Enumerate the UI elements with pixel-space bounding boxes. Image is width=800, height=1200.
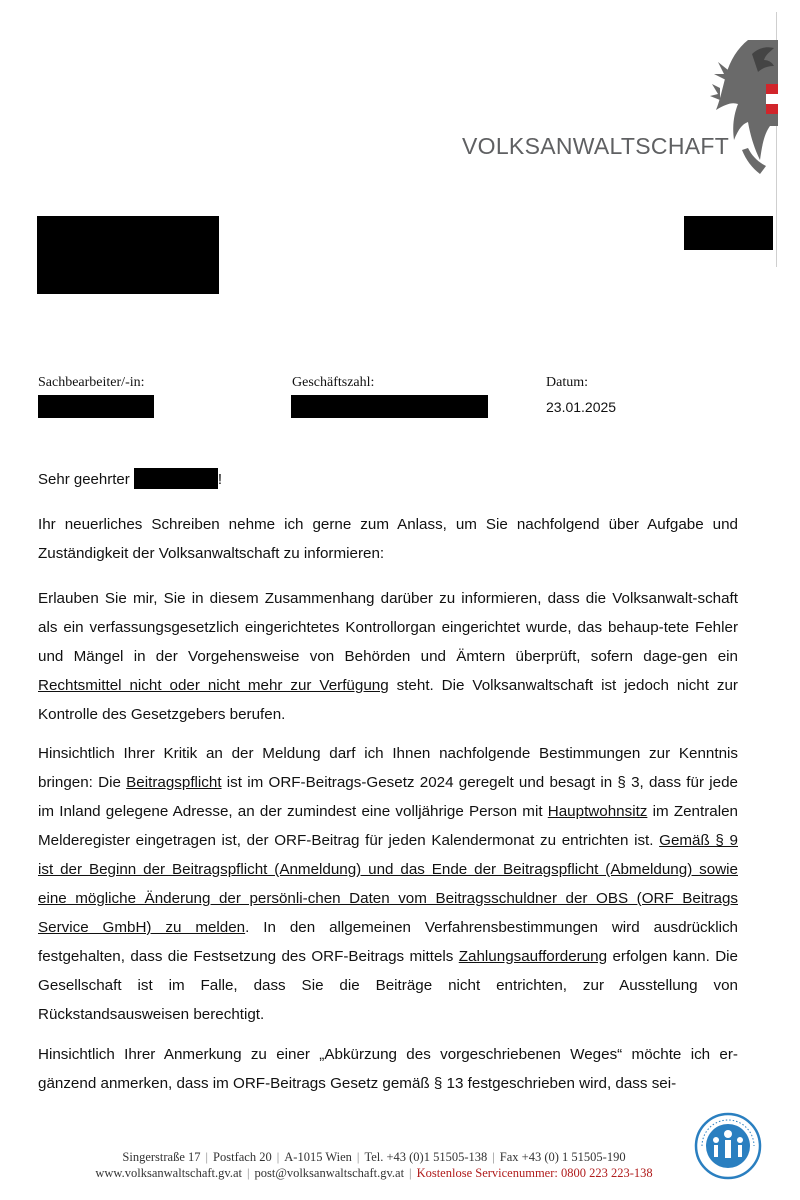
- paragraph-intro: Ihr neuerliches Schreiben nehme ich gerne zum Anlass, um Sie nachfolgend über Aufgabe und Zuständigkeit der Volksanwaltschaft zu informieren:: [38, 516, 738, 562]
- file-number-label: Geschäftszahl:: [292, 375, 375, 390]
- paragraph-orf-fee: [38, 739, 738, 1029]
- paragraph-orf-text-b: ist im ORF-Beitrags-Gesetz 2024 geregelt und besagt in § 3, dass für jede im Inland gelegene Adresse, an der zumindest eine volljährige Person mit: [38, 774, 738, 820]
- footer-address-line: Singerstraße 17 | Postfach 20 | A-1015 Wien | Tel. +43 (0)1 51505-138 | Fax +43 (0) 1 51505-190: [122, 1150, 626, 1164]
- salutation-prefix: Sehr geehrter: [38, 471, 130, 488]
- salutation-suffix: !: [217, 471, 223, 488]
- paragraph-orf-text-c: im Zentralen Melderegister eingetragen ist, der ORF-Beitrag für jeden Kalendermonat zu entrichten ist.: [38, 803, 738, 849]
- redacted-recipient-name: [134, 468, 218, 489]
- footer-website-link[interactable]: www.volksanwaltschaft.gv.at: [95, 1166, 242, 1180]
- case-worker-label: Sachbearbeiter/-in:: [38, 375, 145, 390]
- footer-fax: Fax +43 (0) 1 51505-190: [499, 1150, 626, 1164]
- footer-hotline: Kostenlose Servicenummer: 0800 223 223-138: [416, 1166, 653, 1180]
- date-label: Datum:: [546, 375, 588, 390]
- salutation: [38, 468, 222, 489]
- redacted-reference: [684, 216, 773, 250]
- ioi-member-seal-icon: [694, 1112, 762, 1180]
- paragraph-competence: [38, 584, 738, 729]
- brand-wordmark: VOLKSANWALTSCHAFT: [462, 133, 730, 159]
- paragraph-competence-text-a: Erlauben Sie mir, Sie in diesem Zusammenhang darüber zu informieren, dass die Volksanwalt-schaft als ein verfassungsgesetzlich eingerichtetes Kontrollorgan eingerichtet wurde, das behaup-tete Fehler und Mängel in der Vorgehensweise von Behörden und Ämtern überprüft, sofern dage-gen ein: [38, 590, 738, 665]
- date-value: 23.01.2025: [546, 399, 617, 415]
- redacted-case-worker: [38, 395, 154, 418]
- underlined-legal-remedy: Rechtsmittel nicht oder nicht mehr zur Verfügung: [38, 677, 389, 694]
- footer-email-link[interactable]: post@volksanwaltschaft.gv.at: [254, 1166, 405, 1180]
- underlined-fee-obligation: Beitragspflicht: [126, 774, 222, 791]
- underlined-payment-request: Zahlungsaufforderung: [458, 948, 608, 965]
- footer-street: Singerstraße 17: [122, 1150, 201, 1164]
- paragraph-shortcut: Hinsichtlich Ihrer Anmerkung zu einer „Abkürzung des vorgeschriebenen Weges“ möchte ich er-gänzend anmerken, dass im ORF-Beitrags Gesetz gemäß § 13 festgeschrieben wird, dass sei-: [38, 1046, 738, 1092]
- footer-phone: Tel. +43 (0)1 51505-138: [364, 1150, 488, 1164]
- footer-contact-line: www.volksanwaltschaft.gv.at | post@volksanwaltschaft.gv.at | Kostenlose Servicenummer: 0800 223 223-138: [95, 1166, 653, 1180]
- footer-city: A-1015 Wien: [284, 1150, 352, 1164]
- redacted-file-number: [291, 395, 488, 418]
- paragraph-orf-text-d: . In den allgemeinen Verfahrensbestimmungen wird ausdrücklich festgehalten, dass die Festsetzung des ORF-Beitrags mittels: [38, 919, 738, 965]
- footer-postbox: Postfach 20: [213, 1150, 272, 1164]
- redacted-recipient-address: [37, 216, 219, 294]
- paragraph-competence-text-b: steht. Die Volksanwaltschaft ist jedoch nicht zur Kontrolle des Gesetzgebers berufen.: [38, 677, 738, 723]
- paragraph-orf-text-e: erfolgen kann. Die Gesellschaft ist im Falle, dass Sie die Beiträge nicht entrichten, zur Ausstellung von Rückstandsausweisen berechtigt.: [38, 948, 738, 1023]
- underlined-registration-duty: Gemäß § 9 ist der Beginn der Beitragspflicht (Anmeldung) und das Ende der Beitragspflicht (Abmeldung) sowie eine mögliche Änderung der persönli-chen Daten vom Beitragsschuldner der OBS (ORF Beitrags Service GmbH) zu melden: [38, 832, 738, 936]
- paragraph-orf-text-a: Hinsichtlich Ihrer Kritik an der Meldung darf ich Ihnen nachfolgende Bestimmungen zur Kenntnis bringen: Die: [38, 745, 738, 791]
- underlined-main-residence: Hauptwohnsitz: [547, 803, 648, 820]
